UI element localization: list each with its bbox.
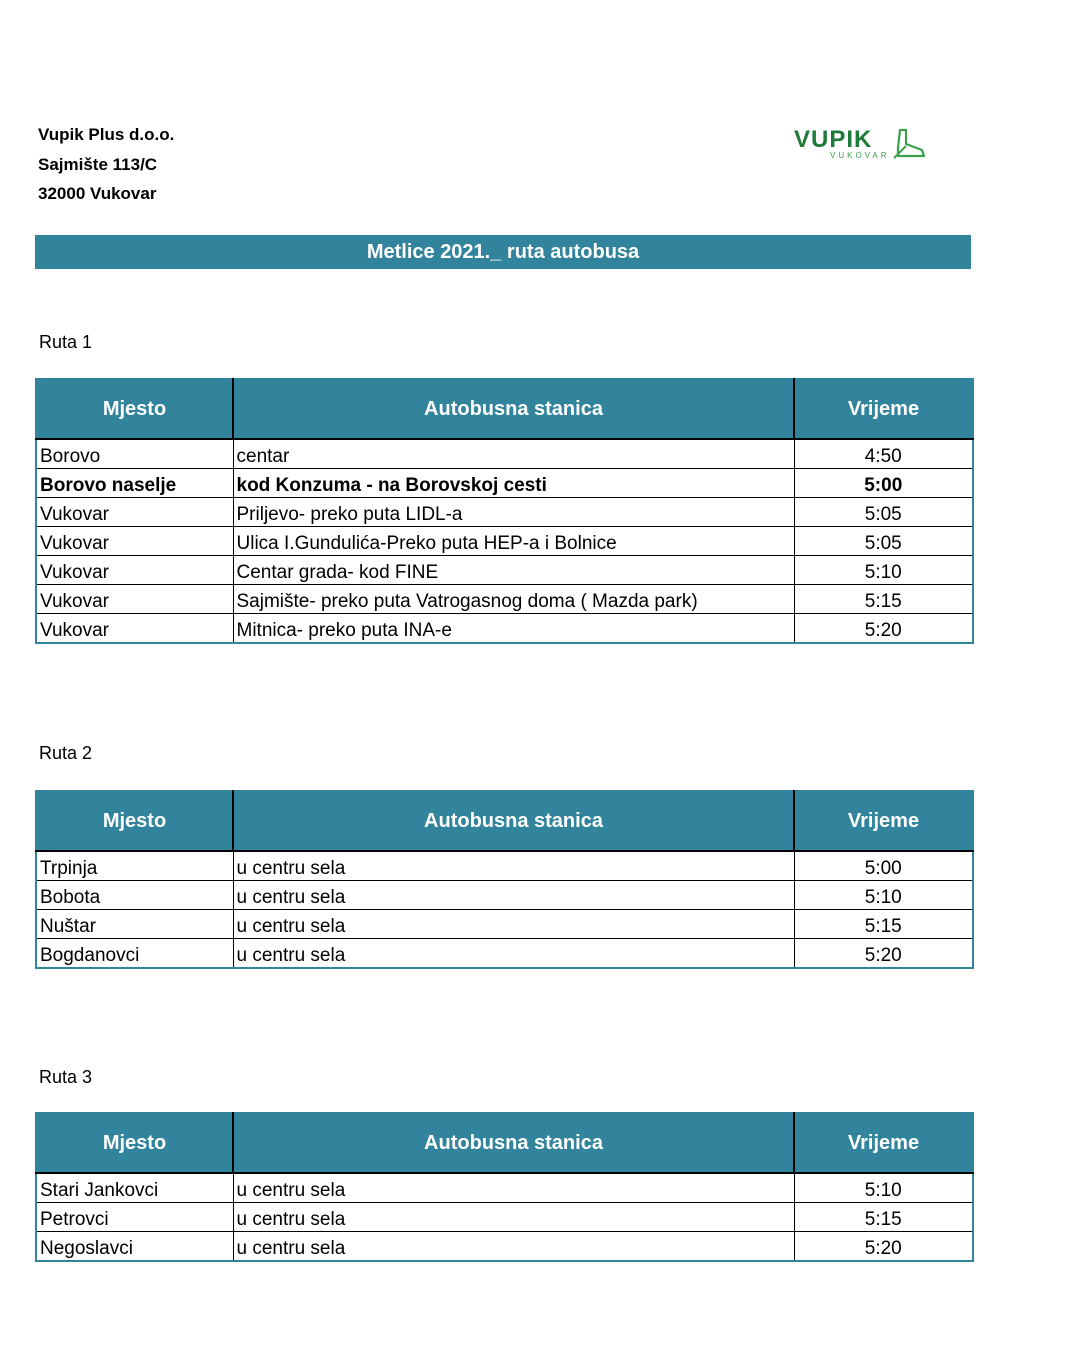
vupik-logo [792,126,932,166]
cell-stanica: Mitnica- preko puta INA-e [233,614,794,644]
logo-sub: VUKOVAR [830,151,890,160]
table-row [36,881,973,910]
table-row [36,939,973,969]
route-2-table [35,790,974,969]
cell-stanica: u centru sela [233,881,794,910]
boot-icon [892,128,926,160]
cell-stanica: centar [233,439,794,469]
cell-mjesto: Borovo naselje [36,469,233,498]
table-row [36,469,973,498]
table-row [36,527,973,556]
cell-vrijeme: 5:15 [794,1203,973,1232]
cell-mjesto: Bobota [36,881,233,910]
route-3-table [35,1112,974,1262]
cell-vrijeme: 5:10 [794,556,973,585]
cell-mjesto: Nuštar [36,910,233,939]
cell-vrijeme: 5:10 [794,1173,973,1203]
table-row [36,1232,973,1262]
cell-mjesto: Stari Jankovci [36,1173,233,1203]
table-row [36,614,973,644]
cell-vrijeme: 4:50 [794,439,973,469]
header-stanica: Autobusna stanica [233,1113,794,1173]
cell-vrijeme: 5:00 [794,469,973,498]
cell-stanica: Priljevo- preko puta LIDL-a [233,498,794,527]
company-name: Vupik Plus d.o.o. [38,125,175,144]
cell-mjesto: Petrovci [36,1203,233,1232]
company-address [38,120,174,209]
cell-vrijeme: 5:05 [794,527,973,556]
company-street: Sajmište 113/C [38,154,158,174]
cell-vrijeme: 5:05 [794,498,973,527]
cell-vrijeme: 5:10 [794,881,973,910]
table-row [36,439,973,469]
table-row [36,910,973,939]
table-row [36,1203,973,1232]
cell-vrijeme: 5:20 [794,1232,973,1262]
cell-mjesto: Borovo [36,439,233,469]
cell-mjesto: Negoslavci [36,1232,233,1262]
page-title-banner [35,235,971,269]
cell-mjesto: Vukovar [36,556,233,585]
cell-vrijeme: 5:15 [794,585,973,614]
cell-stanica: kod Konzuma - na Borovskoj cesti [233,469,794,498]
cell-stanica: u centru sela [233,851,794,881]
cell-stanica: u centru sela [233,1203,794,1232]
cell-stanica: u centru sela [233,1173,794,1203]
table-row [36,498,973,527]
cell-stanica: u centru sela [233,939,794,969]
cell-vrijeme: 5:20 [794,614,973,644]
page-title: Metlice 2021._ ruta autobusa [366,240,640,263]
route-2-title: Ruta 2 [39,743,93,763]
header-mjesto: Mjesto [36,1113,233,1173]
cell-stanica: Sajmište- preko puta Vatrogasnog doma ( Mazda park) [233,585,794,614]
table-row [36,1173,973,1203]
header-mjesto: Mjesto [36,791,233,851]
cell-mjesto: Vukovar [36,498,233,527]
logo-brand: VUPIK [794,126,873,153]
header-stanica: Autobusna stanica [233,379,794,439]
header-mjesto: Mjesto [36,379,233,439]
company-city: 32000 Vukovar [38,184,157,203]
cell-vrijeme: 5:20 [794,939,973,969]
cell-mjesto: Vukovar [36,614,233,644]
table-row [36,585,973,614]
route-1-table [35,378,974,644]
cell-vrijeme: 5:00 [794,851,973,881]
route-3-title: Ruta 3 [39,1067,93,1087]
cell-mjesto: Vukovar [36,585,233,614]
header-stanica: Autobusna stanica [233,791,794,851]
cell-mjesto: Trpinja [36,851,233,881]
header-vrijeme: Vrijeme [794,791,973,851]
table-row [36,556,973,585]
route-1-title: Ruta 1 [39,332,93,352]
cell-vrijeme: 5:15 [794,910,973,939]
header-vrijeme: Vrijeme [794,1113,973,1173]
cell-mjesto: Vukovar [36,527,233,556]
header-vrijeme: Vrijeme [794,379,973,439]
cell-stanica: Ulica I.Gundulića-Preko puta HEP-a i Bolnice [233,527,794,556]
table-row [36,851,973,881]
cell-mjesto: Bogdanovci [36,939,233,969]
cell-stanica: u centru sela [233,910,794,939]
cell-stanica: u centru sela [233,1232,794,1262]
cell-stanica: Centar grada- kod FINE [233,556,794,585]
